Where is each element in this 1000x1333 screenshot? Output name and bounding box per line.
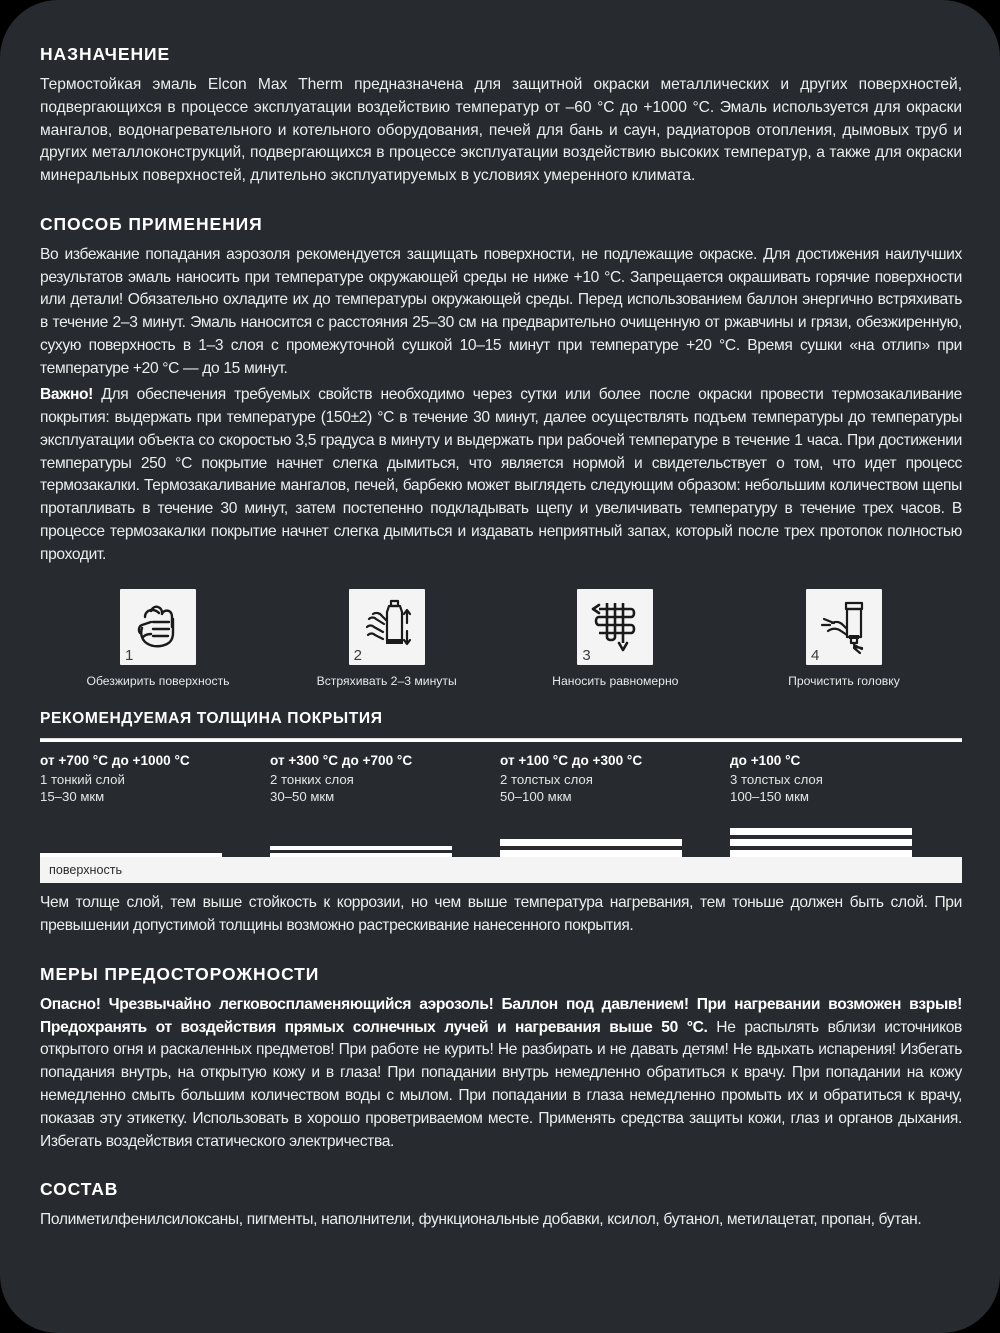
purpose-heading: НАЗНАЧЕНИЕ xyxy=(40,44,171,64)
thickness-range: от +700 °С до +1000 °С xyxy=(40,752,190,768)
clean-nozzle-icon xyxy=(806,589,882,665)
step-caption: Прочистить головку xyxy=(788,673,900,688)
application-paragraph-1: Во избежание попадания аэрозоля рекомендуется защищать поверхности, не подлежащие окраске. Для достижения наилучших результатов эмаль наносить при температуре окружающей среды не ниже +10 °С. Запрещается окрашивать горячие поверхности или детали! Обязательно охладите их до температуры окружающей среды. Перед использованием баллон энергично встряхивать в течение 2–3 минут. Эмаль наносится с расстояния 25–30 см на предварительно очищенную от ржавчины и грязи, обезжиренную, сухую поверхность в 1–3 слоя с промежуточной сушкой 10–15 минут при температуре +20 °С. Время сушки «на отлип» при температуре +20 °С — до 15 минут. xyxy=(40,245,962,377)
hand-shake-can-icon xyxy=(349,589,425,665)
important-label: Важно! xyxy=(40,386,94,404)
thickness-column xyxy=(270,753,500,858)
step-item xyxy=(52,589,264,688)
layer-stack xyxy=(500,835,682,857)
step-item xyxy=(738,589,950,688)
application-paragraph-2-text: Для обеспечения требуемых свойств необходимо через сутки или более после окраски провести термозакаливание покрытия: выдержать при температуре (150±2) °С в течение 30 минут, далее осуществлять подъем температуры до температуры эксплуатации объекта со скоростью 3,5 градуса в минуту и выдержать при рабочей температуре в течение 1 часа. При достижении температуры 250 °С покрытие начнет слегка дымиться, что является нормой и свидетельствует о том, что идет процесс термозакалки. Термозакаливание мангалов, печей, барбекю может выглядеть следующим образом: небольшим количеством щепы протапливать в течение 30 минут, затем постепенно подкладывать щепу и увеличивать температуру в течение трех часов. В процессе термозакалки покрытие начнет слегка дымиться и издавать неприятный запах, который после трех протопок полностью проходит. xyxy=(40,386,962,563)
layer-bar xyxy=(500,839,682,846)
thickness-column xyxy=(500,753,730,858)
thickness-range: от +300 °С до +700 °С xyxy=(270,752,413,768)
surface-label: поверхность xyxy=(49,863,123,878)
layer-stack-area xyxy=(270,811,500,857)
thickness-range: от +100 °С до +300 °С xyxy=(500,752,643,768)
section-precautions xyxy=(40,964,962,1153)
step-caption: Встряхивать 2–3 минуты xyxy=(316,673,457,688)
layer-stack xyxy=(730,824,912,857)
precautions-rest-text: Не распылять вблизи источников открытого огня и раскаленных предметов! При работе не курить! Не разбирать и не давать детям! Не вдыхать испарения! Избегать попадания внутрь, на открытую кожу и в глаза! При попадании внутрь немедленно обратиться к врачу. При попадании на кожу немедленно смыть большим количеством воды с мылом. При попадании в глаза немедленно промыть их и обратиться к врачу, показав эту этикетку. Использовать в хорошо проветриваемом месте. Применять средства защиты кожи, глаз и органов дыхания. Избегать воздействия статического электричества. xyxy=(40,1018,962,1150)
section-composition xyxy=(40,1179,962,1232)
step-caption: Обезжирить поверхность xyxy=(86,673,230,688)
layer-bar xyxy=(40,853,222,857)
spacer xyxy=(40,1153,962,1179)
thickness-microns: 100–150 мкм xyxy=(730,788,809,804)
thickness-column xyxy=(730,753,960,858)
hand-degrease-icon xyxy=(120,589,196,665)
thickness-layers: 2 толстых слоя xyxy=(500,771,593,787)
surface-band xyxy=(40,857,962,883)
thickness-microns: 30–50 мкм xyxy=(270,788,335,804)
thickness-note: Чем толще слой, тем выше стойкость к коррозии, но чем выше температура нагревания, тем тоньше должен быть слой. При превышении допустимой толщины возможно растрескивание нанесенного покрытия. xyxy=(40,894,962,935)
step-caption: Наносить равномерно xyxy=(552,673,679,688)
composition-heading: СОСТАВ xyxy=(40,1179,119,1200)
spacer xyxy=(40,938,962,964)
step-number: 1 xyxy=(125,646,134,664)
thickness-layers: 3 толстых слоя xyxy=(730,771,823,787)
layer-bar xyxy=(730,839,912,846)
step-number: 4 xyxy=(810,646,820,664)
step-item xyxy=(509,589,721,688)
thickness-range: до +100 °С xyxy=(730,752,801,768)
layer-stack xyxy=(270,843,452,857)
layer-bar xyxy=(500,850,682,857)
section-purpose xyxy=(40,44,962,188)
layer-bar xyxy=(730,850,912,857)
layer-stack xyxy=(40,850,222,857)
layer-stack-area xyxy=(730,811,960,857)
thickness-microns: 50–100 мкм xyxy=(500,788,572,804)
application-steps-row xyxy=(52,589,950,688)
step-number: 3 xyxy=(582,646,591,664)
thickness-columns xyxy=(40,753,962,858)
precautions-text xyxy=(40,994,962,1153)
precautions-bold-warning: Опасно! Чрезвычайно легковоспламеняющийся аэрозоль! Баллон под давлением! При нагревании возможен взрыв! Предохранять от воздействия прямых солнечных лучей и нагревания выше 50 °С. xyxy=(40,995,962,1036)
layer-stack-area xyxy=(500,811,730,857)
purpose-text: Термостойкая эмаль Elcon Max Therm предназначена для защитной окраски металлических и других поверхностей, подвергающихся в процессе эксплуатации воздействию температур от –60 °С до +1000 °С. Эмаль используется для окраски мангалов, водонагревательного и котельного оборудования, печей для бань и саун, радиаторов отопления, дымовых труб и других металлоконструкций, подвергающихся в процессе эксплуатации воздействию высоких температур, а также для окраски минеральных поверхностей, длительно эксплуатируемых в условиях умеренного климата. xyxy=(40,76,962,185)
crosshatch-spray-pattern-icon xyxy=(577,589,653,665)
thickness-column xyxy=(40,753,270,858)
thickness-layers: 2 тонких слоя xyxy=(270,771,354,787)
layer-bar xyxy=(270,853,452,857)
spacer xyxy=(40,883,962,892)
application-heading: СПОСОБ ПРИМЕНЕНИЯ xyxy=(40,213,263,234)
application-paragraph-2 xyxy=(40,384,962,566)
layer-bar xyxy=(730,828,912,835)
section-application xyxy=(40,214,962,567)
thickness-layers: 1 тонкий слой xyxy=(40,771,125,787)
section-thickness xyxy=(40,710,962,938)
composition-text: Полиметилфенилсилоксаны, пигменты, наполнители, функциональные добавки, ксилол, бутанол, метилацетат, пропан, бутан. xyxy=(40,1211,922,1229)
thickness-divider xyxy=(40,738,962,742)
layer-stack-area xyxy=(40,811,270,857)
thickness-microns: 15–30 мкм xyxy=(40,788,105,804)
thickness-heading: РЕКОМЕНДУЕМАЯ ТОЛЩИНА ПОКРЫТИЯ xyxy=(40,709,383,727)
layer-bar xyxy=(270,846,452,850)
spacer xyxy=(40,188,962,214)
step-number: 2 xyxy=(353,646,362,664)
precautions-heading: МЕРЫ ПРЕДОСТОРОЖНОСТИ xyxy=(40,963,320,984)
step-item xyxy=(281,589,493,688)
